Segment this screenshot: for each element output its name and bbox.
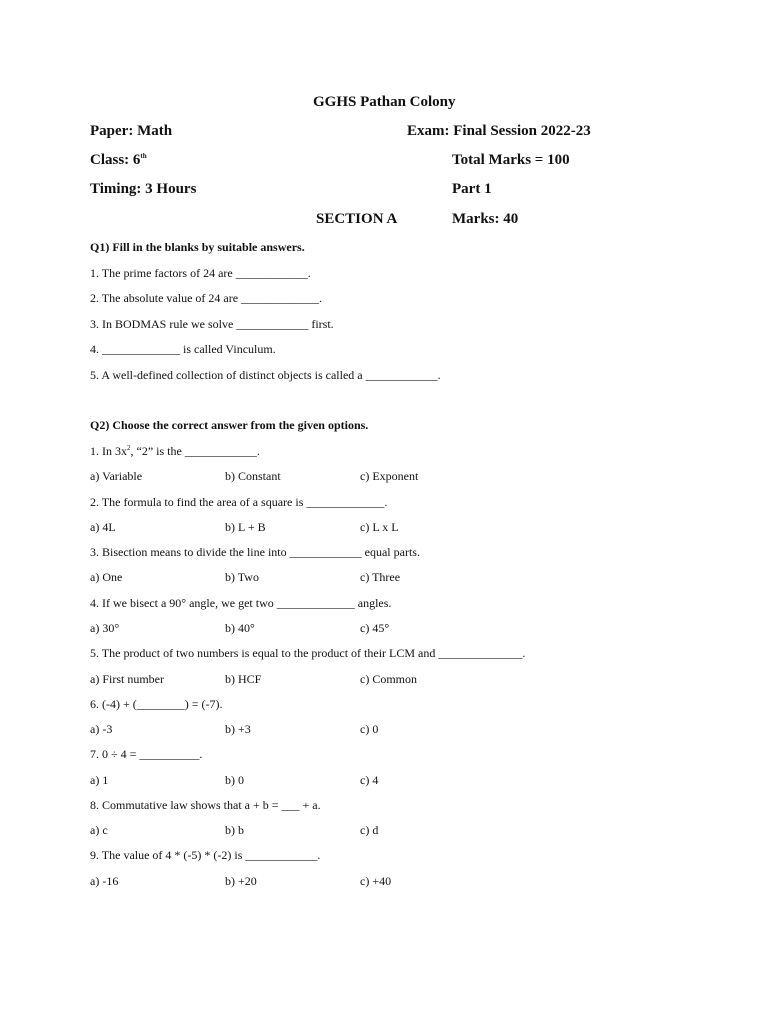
- q2-options-6: [90, 722, 490, 738]
- q2-question-2: 2. The formula to find the area of a square is _____________.: [90, 495, 388, 509]
- q1-item-3: 3. In BODMAS rule we solve ____________ first.: [90, 317, 334, 331]
- option-c: c) 45°: [360, 621, 390, 635]
- option-a: a) One: [90, 570, 123, 584]
- q2-question-5: 5. The product of two numbers is equal to the product of their LCM and ______________.: [90, 646, 526, 660]
- paper-label: Paper: Math: [90, 123, 173, 139]
- option-b: b) Two: [225, 570, 259, 584]
- q2-q1-suffix: , “2” is the ____________.: [130, 444, 260, 458]
- q2-options-7: [90, 773, 490, 789]
- q2-question-3: 3. Bisection means to divide the line into ____________ equal parts.: [90, 545, 420, 559]
- q2-options-3: [90, 570, 490, 586]
- option-a: a) -3: [90, 722, 113, 736]
- q2-question-4: 4. If we bisect a 90° angle, we get two _____________ angles.: [90, 596, 392, 610]
- section-marks: Marks: 40: [452, 211, 519, 227]
- exam-label: Exam: Final Session 2022-23: [407, 123, 591, 139]
- option-c: c) +40: [360, 874, 392, 888]
- q2-options-5: [90, 672, 490, 688]
- option-b: b) +20: [225, 874, 257, 888]
- total-marks: Total Marks = 100: [452, 152, 570, 168]
- q1-title: Q1) Fill in the blanks by suitable answers.: [90, 240, 305, 254]
- q2-options-8: [90, 823, 490, 839]
- timing-label: Timing: 3 Hours: [90, 181, 197, 197]
- q2-q1-prefix: 1. In 3x: [90, 444, 127, 458]
- option-a: a) 30°: [90, 621, 120, 635]
- q1-item-4: 4. _____________ is called Vinculum.: [90, 342, 276, 356]
- option-c: c) Common: [360, 672, 417, 686]
- section-title: SECTION A: [316, 211, 398, 227]
- q2-question-6: 6. (-4) + (________) = (-7).: [90, 697, 223, 711]
- q2-question-9: 9. The value of 4 * (-5) * (-2) is ____________.: [90, 848, 321, 862]
- option-b: b) L + B: [225, 520, 266, 534]
- option-b: b) HCF: [225, 672, 262, 686]
- q1-item-2: 2. The absolute value of 24 are _____________.: [90, 291, 323, 305]
- option-c: c) 4: [360, 773, 379, 787]
- q2-q1-superscript: 2: [127, 444, 131, 452]
- q2-options-2: [90, 520, 490, 536]
- option-a: a) Variable: [90, 469, 143, 483]
- option-c: c) d: [360, 823, 379, 837]
- option-a: a) -16: [90, 874, 119, 888]
- option-c: c) 0: [360, 722, 379, 736]
- option-b: b) +3: [225, 722, 251, 736]
- option-c: c) Three: [360, 570, 401, 584]
- option-c: c) Exponent: [360, 469, 419, 483]
- q2-question-1: [90, 444, 260, 459]
- q1-item-5: 5. A well-defined collection of distinct objects is called a ____________.: [90, 368, 441, 382]
- q2-options-1: [90, 469, 490, 485]
- option-b: b) b: [225, 823, 244, 837]
- school-name: GGHS Pathan Colony: [313, 94, 456, 110]
- q2-question-8: 8. Commutative law shows that a + b = ___ + a.: [90, 798, 321, 812]
- option-b: b) Constant: [225, 469, 281, 483]
- option-b: b) 40°: [225, 621, 255, 635]
- option-a: a) First number: [90, 672, 164, 686]
- q2-title: Q2) Choose the correct answer from the given options.: [90, 418, 369, 432]
- option-a: a) c: [90, 823, 108, 837]
- q1-item-1: 1. The prime factors of 24 are ____________.: [90, 266, 311, 280]
- q2-options-4: [90, 621, 490, 637]
- part-label: Part 1: [452, 181, 492, 197]
- q2-question-7: 7. 0 ÷ 4 = __________.: [90, 747, 203, 761]
- class-superscript: th: [140, 152, 147, 160]
- option-a: a) 4L: [90, 520, 116, 534]
- option-a: a) 1: [90, 773, 109, 787]
- option-c: c) L x L: [360, 520, 399, 534]
- q2-options-9: [90, 874, 490, 890]
- class-text: Class: 6: [90, 152, 141, 168]
- option-b: b) 0: [225, 773, 244, 787]
- class-label: [90, 152, 147, 169]
